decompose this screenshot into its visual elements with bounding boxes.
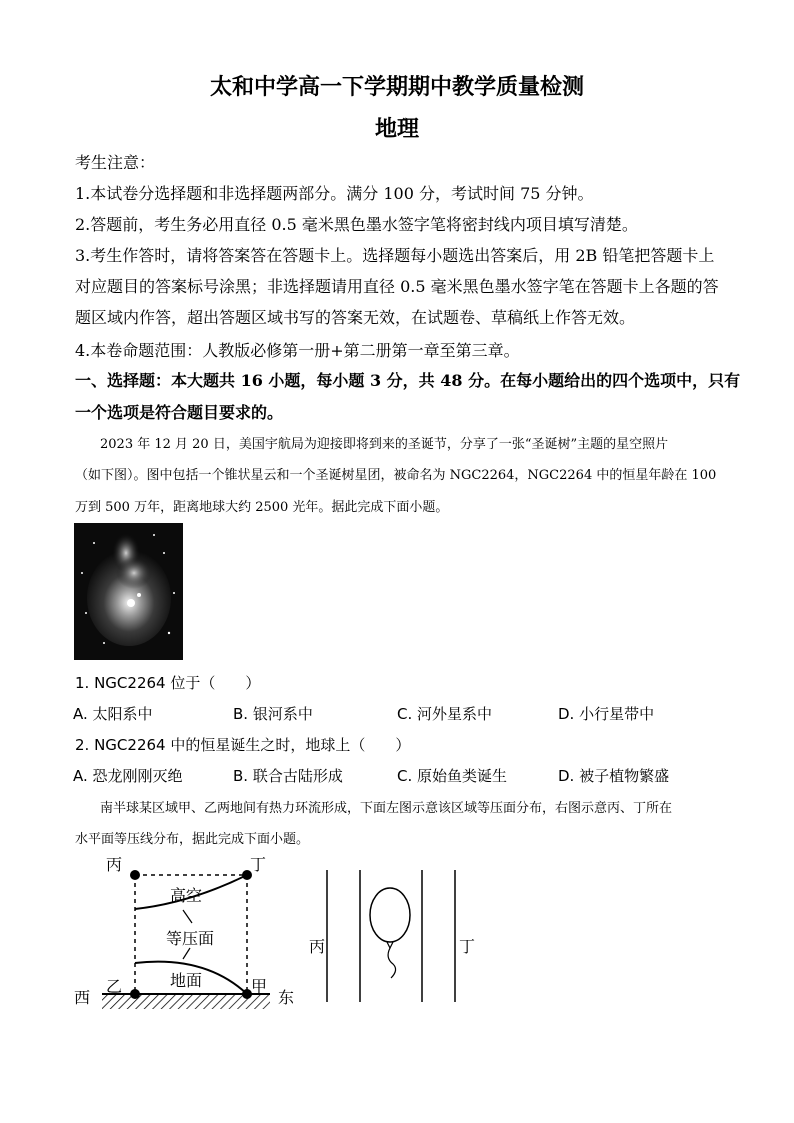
label-ding: 丁 (250, 855, 267, 874)
passage-line: （如下图）。图中包括一个锥状星云和一个圣诞树星团，被命名为 NGC2264，NGC2264 中的恒星年龄在 100 (75, 468, 717, 483)
q1-option-c[interactable]: C. 河外星系中 (397, 705, 493, 723)
subject-title: 地理 (374, 116, 419, 142)
question-2-stem: 2. NGC2264 中的恒星诞生之时，地球上（ ） (75, 736, 411, 754)
label-ding-right: 丁 (459, 937, 476, 956)
nebula-photo (74, 523, 183, 660)
notice-item: 题区域内作答，超出答题区域书写的答案无效，在试题卷、草稿纸上作答无效。 (75, 308, 636, 327)
label-jia: 甲 (251, 977, 268, 996)
label-dimian: 地面 (170, 971, 203, 990)
exam-title: 太和中学高一下学期期中教学质量检测 (209, 74, 584, 100)
balloon-icon (370, 888, 410, 942)
label-west: 西 (74, 988, 91, 1007)
notice-item: 4.本卷命题范围：人教版必修第一册+第二册第一章至第三章。 (75, 341, 520, 360)
label-bing: 丙 (106, 855, 123, 874)
passage-line: 水平面等压线分布，据此完成下面小题。 (75, 832, 310, 847)
q2-option-a[interactable]: A. 恐龙刚刚灭绝 (73, 767, 183, 785)
q1-option-a[interactable]: A. 太阳系中 (73, 705, 153, 723)
section-heading: 一、选择题：本大题共 16 小题，每小题 3 分，共 48 分。在每小题给出的四个选项中，只有 (75, 371, 741, 390)
balloon-string (388, 948, 395, 978)
point-yi (130, 989, 140, 999)
notice-heading: 考生注意： (75, 153, 156, 172)
label-dengyamian: 等压面 (166, 929, 215, 948)
label-east: 东 (278, 988, 295, 1007)
isobar-balloon-diagram (305, 860, 495, 1010)
passage-line: 万到 500 万年，距离地球大约 2500 光年。据此完成下面小题。 (75, 500, 449, 515)
q1-option-d[interactable]: D. 小行星带中 (558, 705, 655, 723)
point-bing (130, 870, 140, 880)
label-bing-right: 丙 (309, 937, 326, 956)
notice-item: 对应题目的答案标号涂黑；非选择题请用直径 0.5 毫米黑色墨水签字笔在答题卡上各题的答 (75, 277, 719, 296)
label-gaokong: 高空 (170, 886, 203, 905)
q1-option-b[interactable]: B. 银河系中 (233, 705, 313, 723)
label-yi: 乙 (106, 977, 123, 996)
q2-option-c[interactable]: C. 原始鱼类诞生 (397, 767, 508, 785)
passage-line: 2023 年 12 月 20 日，美国宇航局为迎接即将到来的圣诞节，分享了一张“圣诞树”主题的星空照片 (100, 437, 669, 452)
isobaric-surface-diagram (70, 845, 310, 1020)
notice-item: 3.考生作答时，请将答案答在答题卡上。选择题每小题选出答案后，用 2B 铅笔把答题卡上 (75, 246, 715, 265)
q2-option-b[interactable]: B. 联合古陆形成 (233, 767, 343, 785)
section-heading-cont: 一个选项是符合题目要求的。 (75, 403, 284, 422)
notice-item: 1.本试卷分选择题和非选择题两部分。满分 100 分，考试时间 75 分钟。 (75, 184, 594, 203)
passage-line: 南半球某区域甲、乙两地间有热力环流形成，下面左图示意该区域等压面分布，右图示意丙、丁所在 (100, 801, 673, 816)
question-1-stem: 1. NGC2264 位于（ ） (75, 674, 261, 692)
q2-option-d[interactable]: D. 被子植物繁盛 (558, 767, 670, 785)
notice-item: 2.答题前，考生务必用直径 0.5 毫米黑色墨水签字笔将密封线内项目填写清楚。 (75, 215, 638, 234)
